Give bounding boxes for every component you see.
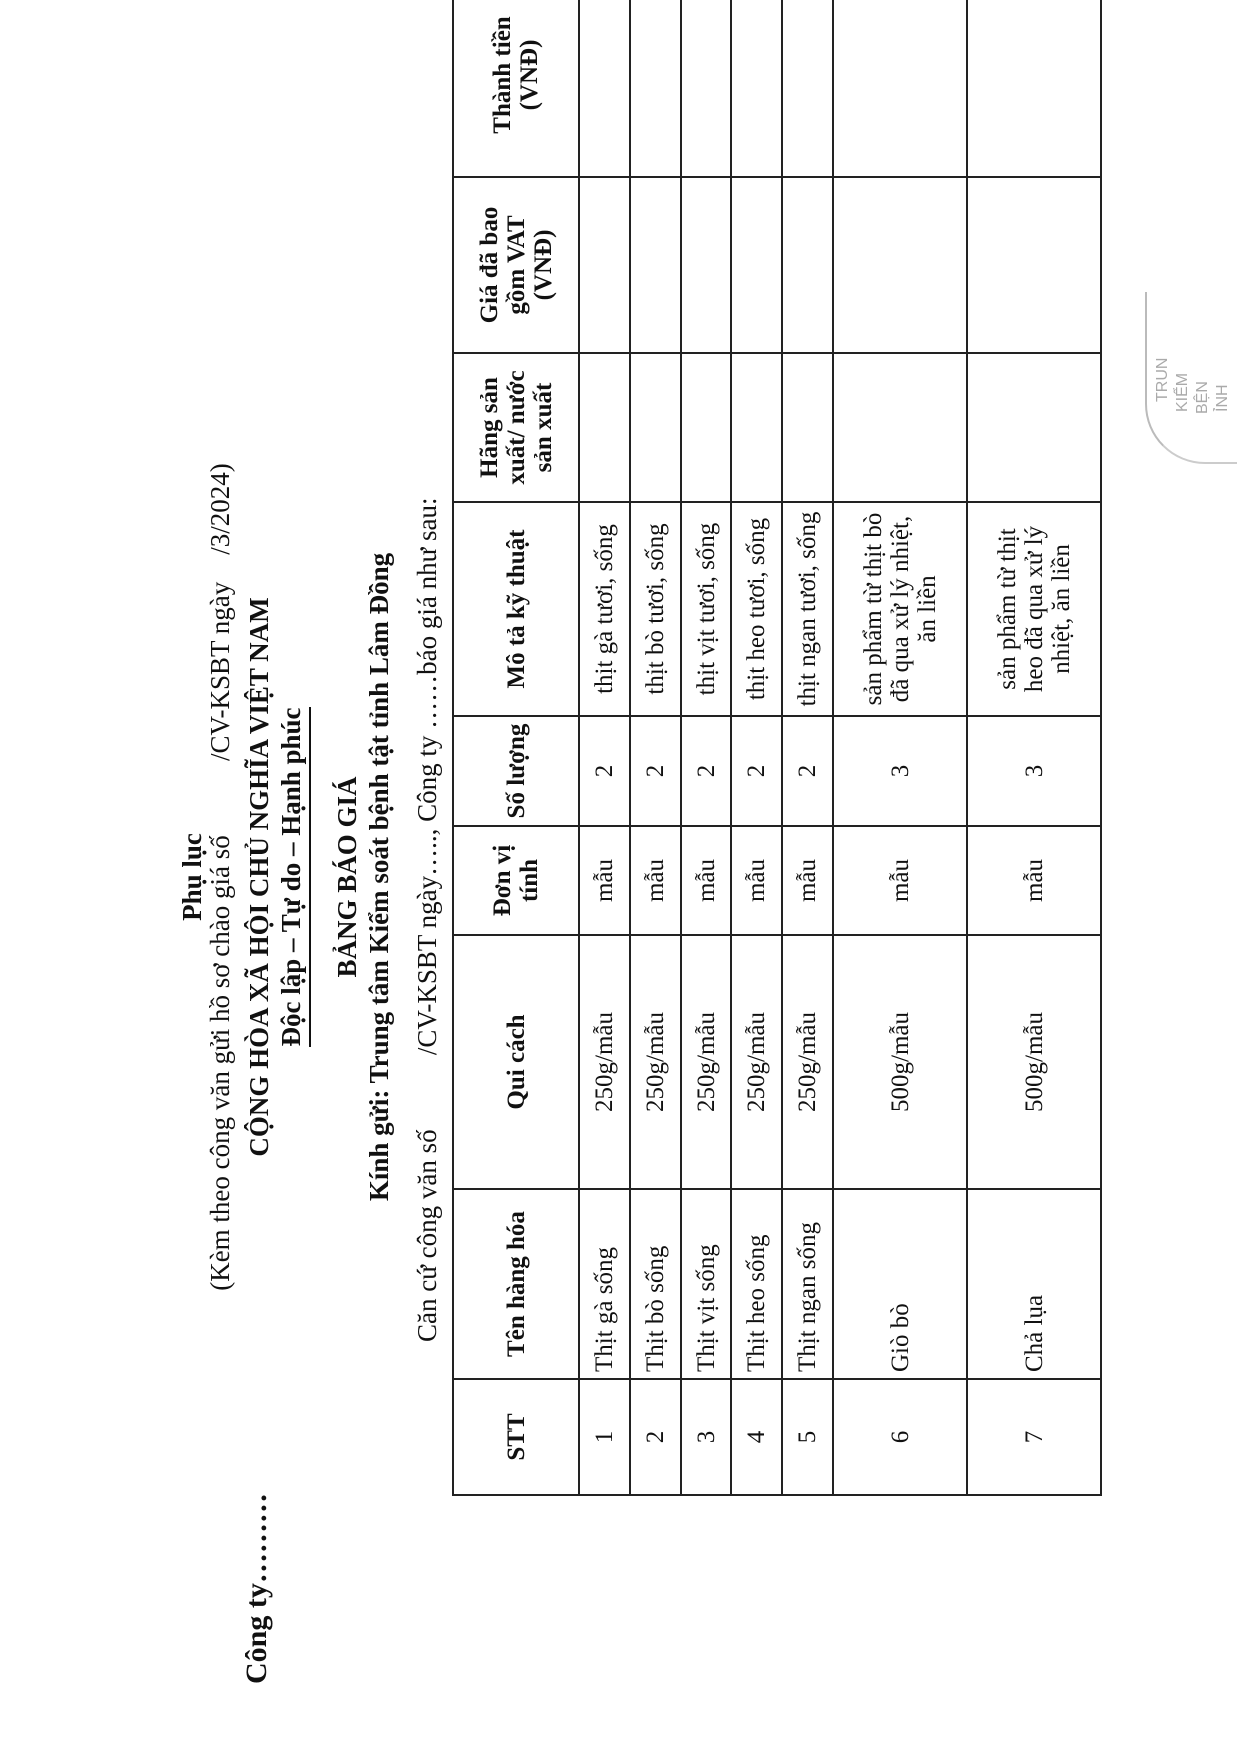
column-header: Mô tả kỹ thuật: [453, 502, 579, 716]
cell-unit: mẫu: [967, 826, 1101, 935]
cell-desc: thịt vịt tươi, sống: [681, 502, 732, 716]
stamp-text: BỆN: [1194, 381, 1211, 414]
national-title: CỘNG HÒA XÃ HỘI CHỦ NGHĨA VIỆT NAM: [244, 597, 274, 1157]
cell-stt: 5: [782, 1379, 833, 1495]
table-row: [579, 0, 630, 1495]
cell-desc: thịt heo tươi, sống: [731, 502, 782, 716]
cell-total: [630, 0, 681, 177]
stamp-text: ỈNH: [1214, 384, 1231, 412]
cell-total: [782, 0, 833, 177]
cell-unit: mẫu: [630, 826, 681, 935]
cell-spec: 500g/mẫu: [833, 935, 967, 1189]
cell-price: [630, 177, 681, 353]
table-row: [967, 0, 1101, 1495]
cell-desc: sản phẩm từ thịt heo đã qua xử lý nhiệt, ăn liền: [967, 502, 1101, 716]
cell-price: [782, 177, 833, 353]
recipient-line: Kính gửi: Trung tâm Kiểm soát bệnh tật tỉnh Lâm Đồng: [364, 552, 394, 1202]
cell-unit: mẫu: [681, 826, 732, 935]
cell-total: [579, 0, 630, 177]
stamp-text: KIỂM: [1174, 372, 1191, 412]
cell-qty: 2: [630, 716, 681, 826]
cell-qty: 3: [967, 716, 1101, 826]
stamp-text: TRUN: [1154, 357, 1171, 402]
cell-name: Thịt ngan sống: [782, 1189, 833, 1379]
column-header: Giá đã bao gồm VAT (VNĐ): [453, 177, 579, 353]
cell-unit: mẫu: [782, 826, 833, 935]
cell-total: [681, 0, 732, 177]
cell-stt: 7: [967, 1379, 1101, 1495]
document-title: BẢNG BÁO GIÁ: [332, 776, 362, 978]
cell-qty: 2: [579, 716, 630, 826]
cell-stt: 6: [833, 1379, 967, 1495]
cell-stt: 2: [630, 1379, 681, 1495]
cell-maker: [967, 353, 1101, 502]
cell-name: Chả lụa: [967, 1189, 1101, 1379]
column-header: Tên hàng hóa: [453, 1189, 579, 1379]
basis-line: Căn cứ công văn số /CV-KSBT ngày….., Công ty ……báo giá như sau:: [412, 497, 442, 1342]
cell-qty: 2: [731, 716, 782, 826]
cell-price: [681, 177, 732, 353]
cell-desc: sản phẩm từ thịt bò đã qua xử lý nhiệt, ăn liền: [833, 502, 967, 716]
company-line: Công ty………: [240, 1493, 273, 1684]
cell-name: Thịt heo sống: [731, 1189, 782, 1379]
column-header: Thành tiền (VNĐ): [453, 0, 579, 177]
column-header: Số lượng: [453, 716, 579, 826]
appendix-title: Phụ lục: [177, 833, 207, 921]
cell-price: [967, 177, 1101, 353]
cell-total: [833, 0, 967, 177]
cell-stt: 3: [681, 1379, 732, 1495]
cell-maker: [630, 353, 681, 502]
cell-unit: mẫu: [579, 826, 630, 935]
cell-spec: 250g/mẫu: [630, 935, 681, 1189]
cell-unit: mẫu: [731, 826, 782, 935]
cell-desc: thịt gà tươi, sống: [579, 502, 630, 716]
cell-spec: 500g/mẫu: [967, 935, 1101, 1189]
table-row: [731, 0, 782, 1495]
cell-total: [731, 0, 782, 177]
national-motto: Độc lập – Tự do – Hạnh phúc: [276, 707, 311, 1046]
cell-spec: 250g/mẫu: [731, 935, 782, 1189]
cell-spec: 250g/mẫu: [579, 935, 630, 1189]
cell-stt: 1: [579, 1379, 630, 1495]
cell-price: [731, 177, 782, 353]
cell-price: [579, 177, 630, 353]
cell-qty: 2: [681, 716, 732, 826]
cell-qty: 2: [782, 716, 833, 826]
table-row: [681, 0, 732, 1495]
column-header: STT: [453, 1379, 579, 1495]
cell-desc: thịt ngan tươi, sống: [782, 502, 833, 716]
cell-qty: 3: [833, 716, 967, 826]
cell-desc: thịt bò tươi, sống: [630, 502, 681, 716]
column-header: Qui cách: [453, 935, 579, 1189]
cell-spec: 250g/mẫu: [681, 935, 732, 1189]
cell-total: [967, 0, 1101, 177]
cell-price: [833, 177, 967, 353]
stamp-watermark: [1145, 292, 1237, 464]
cell-maker: [681, 353, 732, 502]
cell-maker: [731, 353, 782, 502]
cell-name: Thịt vịt sống: [681, 1189, 732, 1379]
motto-wrapper: [276, 0, 311, 1754]
column-header: Hãng sản xuất/ nước sản xuất: [453, 353, 579, 502]
cell-maker: [782, 353, 833, 502]
appendix-subtitle: (Kèm theo công văn gửi hồ sơ chào giá số /CV-KSBT ngày /3/2024): [205, 463, 235, 1291]
cell-maker: [833, 353, 967, 502]
cell-name: Giò bò: [833, 1189, 967, 1379]
table-row: [630, 0, 681, 1495]
table-row: [782, 0, 833, 1495]
cell-name: Thịt gà sống: [579, 1189, 630, 1379]
price-quote-table: [452, 0, 1102, 1496]
table-row: [833, 0, 967, 1495]
column-header: Đơn vị tính: [453, 826, 579, 935]
cell-spec: 250g/mẫu: [782, 935, 833, 1189]
cell-maker: [579, 353, 630, 502]
cell-stt: 4: [731, 1379, 782, 1495]
cell-name: Thịt bò sống: [630, 1189, 681, 1379]
table-header-row: [453, 0, 579, 1495]
cell-unit: mẫu: [833, 826, 967, 935]
